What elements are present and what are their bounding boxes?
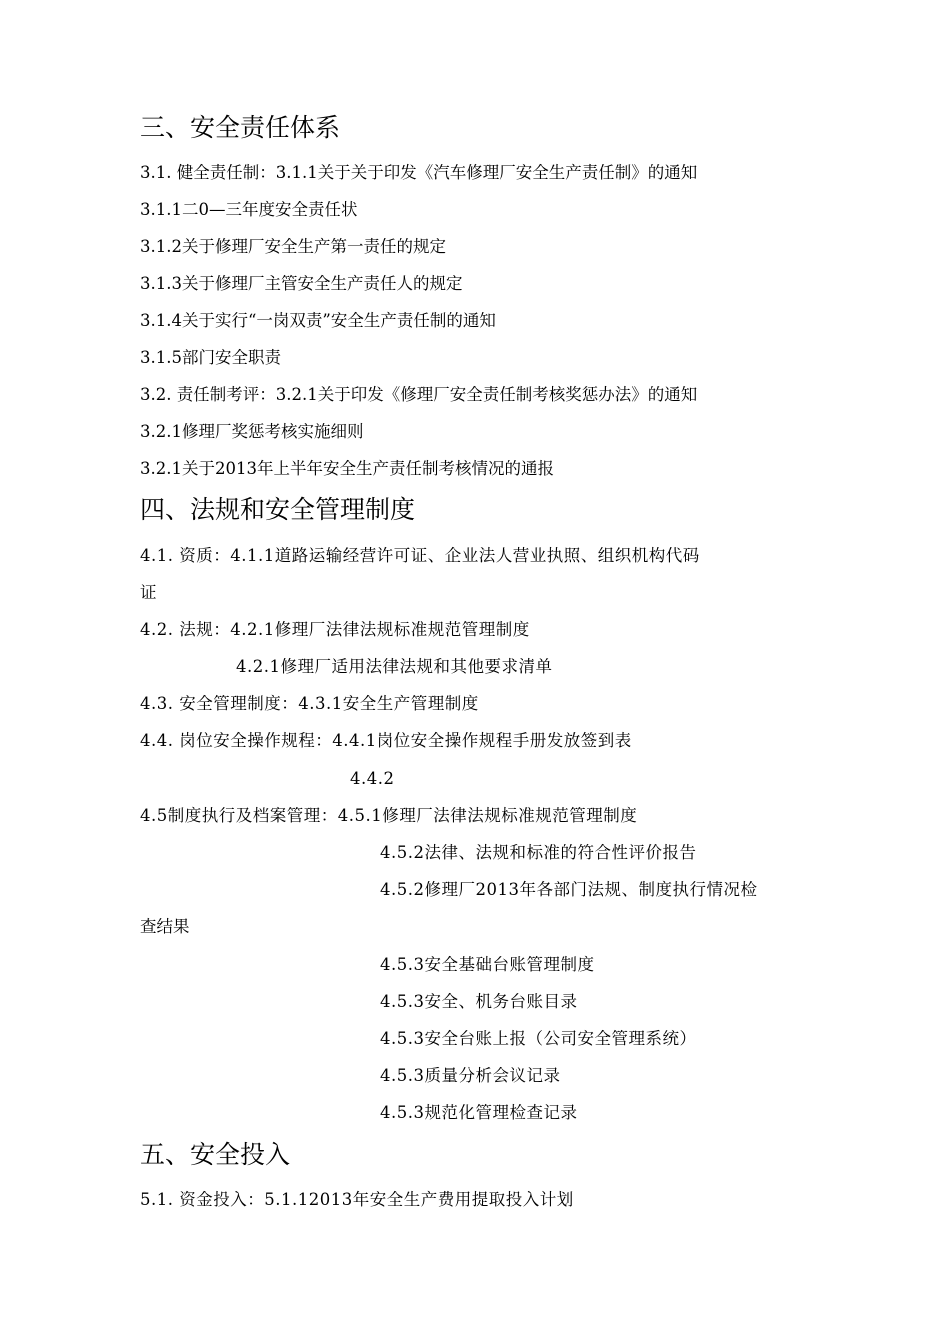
section-4-line-2: 证	[140, 583, 157, 602]
section-3-line-6: 3.1.5部门安全职责	[140, 348, 281, 367]
section-3-line-4: 3.1.3关于修理厂主管安全生产责任人的规定	[140, 274, 463, 293]
section-4-line-11: 查结果	[140, 917, 190, 936]
section-4-line-1: 4.1. 资质：4.1.1道路运输经营许可证、企业法人营业执照、组织机构代码	[140, 546, 700, 565]
section-4-line-7: 4.4.2	[350, 769, 395, 788]
section-3-line-1: 3.1. 健全责任制：3.1.1关于关于印发《汽车修理厂安全生产责任制》的通知	[140, 163, 698, 182]
section-3-line-7: 3.2. 责任制考评：3.2.1关于印发《修理厂安全责任制考核奖惩办法》的通知	[140, 385, 698, 404]
section-4-line-14: 4.5.3安全台账上报（公司安全管理系统）	[380, 1029, 697, 1048]
section-3-line-9: 3.2.1关于2013年上半年安全生产责任制考核情况的通报	[140, 459, 554, 478]
section-3-line-5: 3.1.4关于实行“一岗双责”安全生产责任制的通知	[140, 311, 496, 330]
section-4-line-9: 4.5.2法律、法规和标准的符合性评价报告	[380, 843, 697, 862]
section-4-heading: 四、法规和安全管理制度	[140, 495, 416, 524]
section-4-line-12: 4.5.3安全基础台账管理制度	[380, 955, 595, 974]
section-4-line-10: 4.5.2修理厂2013年各部门法规、制度执行情况检	[380, 880, 758, 899]
section-4-line-4: 4.2.1修理厂适用法律法规和其他要求清单	[236, 657, 553, 676]
section-4-line-16: 4.5.3规范化管理检查记录	[380, 1103, 578, 1122]
section-4-line-3: 4.2. 法规：4.2.1修理厂法律法规标准规范管理制度	[140, 620, 530, 639]
section-3-line-2: 3.1.1二0—三年度安全责任状	[140, 200, 358, 219]
section-3-line-8: 3.2.1修理厂奖惩考核实施细则	[140, 422, 364, 441]
section-4-line-6: 4.4. 岗位安全操作规程：4.4.1岗位安全操作规程手册发放签到表	[140, 731, 632, 750]
section-4-line-15: 4.5.3质量分析会议记录	[380, 1066, 561, 1085]
section-3-heading: 三、安全责任体系	[140, 113, 341, 142]
section-3-line-3: 3.1.2关于修理厂安全生产第一责任的规定	[140, 237, 446, 256]
section-4-line-13: 4.5.3安全、机务台账目录	[380, 992, 578, 1011]
section-4-line-8: 4.5制度执行及档案管理：4.5.1修理厂法律法规标准规范管理制度	[140, 806, 638, 825]
section-5-line-1: 5.1. 资金投入：5.1.12013年安全生产费用提取投入计划	[140, 1190, 574, 1209]
section-5-heading: 五、安全投入	[140, 1140, 291, 1169]
section-4-line-5: 4.3. 安全管理制度：4.3.1安全生产管理制度	[140, 694, 479, 713]
